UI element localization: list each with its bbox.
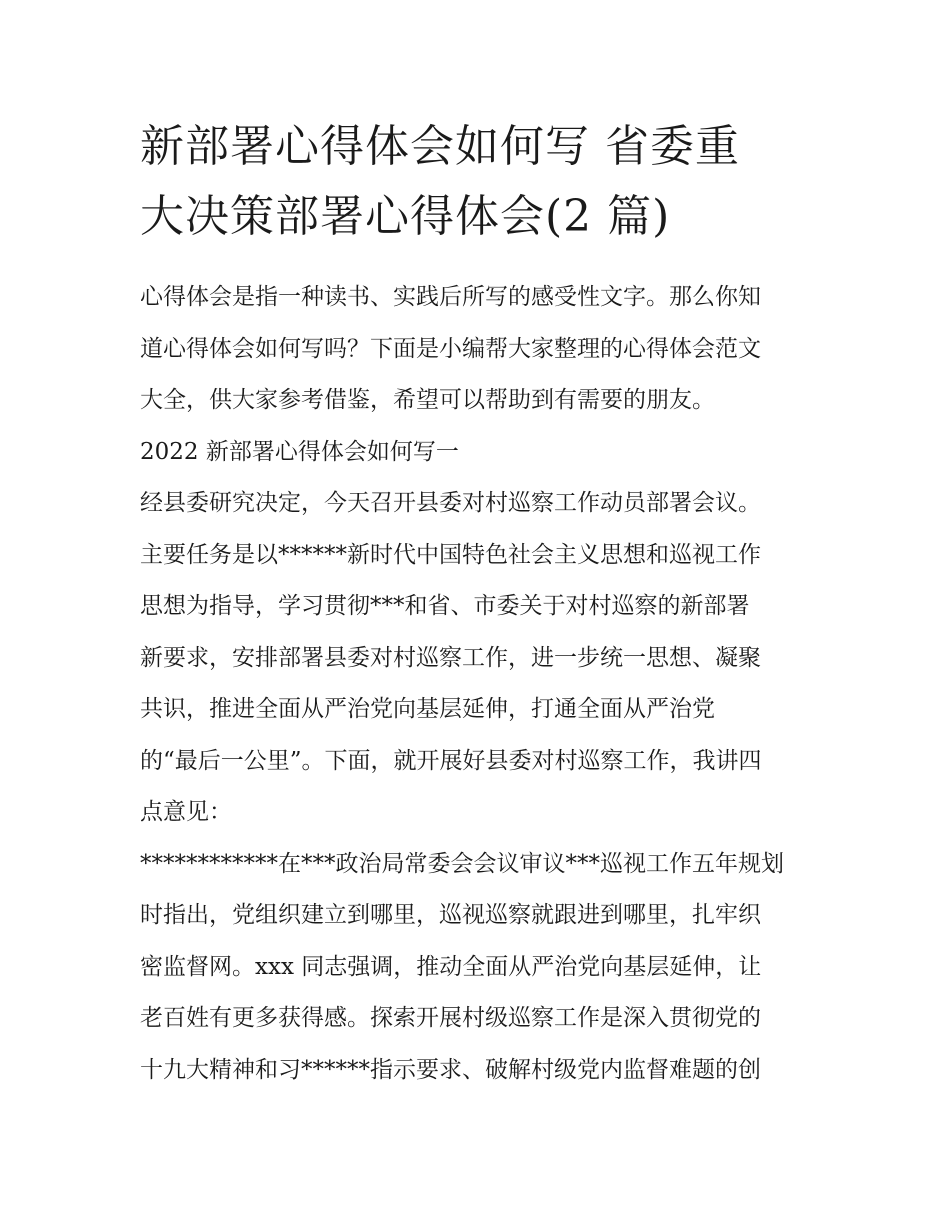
section-heading	[140, 427, 812, 479]
paragraph-line: 密监督网。xxx 同志强调，推动全面从严治党向基层延伸，让	[140, 953, 762, 980]
paragraph-line: 经县委研究决定，今天召开县委对村巡察工作动员部署会议。	[140, 490, 761, 516]
paragraph-line: 点意见：	[140, 799, 232, 825]
intro-line: 大全，供大家参考借鉴，希望可以帮助到有需要的朋友。	[140, 387, 715, 413]
title-line-2: 大决策部署心得体会(2 篇)	[140, 191, 671, 242]
section-heading-text: 2022 新部署心得体会如何写一	[140, 438, 459, 465]
paragraph-line: 共识，推进全面从严治党向基层延伸，打通全面从严治党	[140, 696, 715, 722]
paragraph-line: 十九大精神和习******指示要求、破解村级党内监督难题的创	[140, 1056, 761, 1083]
paragraph-line: 时指出，党组织建立到哪里，巡视巡察就跟进到哪里，扎牢织	[140, 902, 761, 928]
document-page	[140, 112, 812, 1096]
paragraph-line: 思想为指导，学习贯彻***和省、市委关于对村巡察的新部署	[140, 593, 750, 619]
paragraph-line: ************在***政治局常委会会议审议***巡视工作五年规划	[140, 850, 784, 877]
paragraph-line: 新要求，安排部署县委对村巡察工作，进一步统一思想、凝聚	[140, 644, 761, 671]
document-title	[140, 112, 808, 252]
intro-line: 道心得体会如何写吗？下面是小编帮大家整理的心得体会范文	[140, 335, 761, 362]
title-line-1: 新部署心得体会如何写 省委重	[140, 121, 740, 172]
paragraph-line: 主要任务是以******新时代中国特色社会主义思想和巡视工作	[140, 541, 761, 568]
body-paragraph-2	[140, 839, 812, 1097]
body-paragraph-1	[140, 478, 812, 839]
paragraph-line: 老百姓有更多获得感。探索开展村级巡察工作是深入贯彻党的	[140, 1005, 761, 1031]
intro-paragraph	[140, 272, 812, 427]
paragraph-line: 的“最后一公里”。下面，就开展好县委对村巡察工作，我讲四	[140, 747, 762, 774]
intro-line: 心得体会是指一种读书、实践后所写的感受性文字。那么你知	[140, 284, 761, 310]
